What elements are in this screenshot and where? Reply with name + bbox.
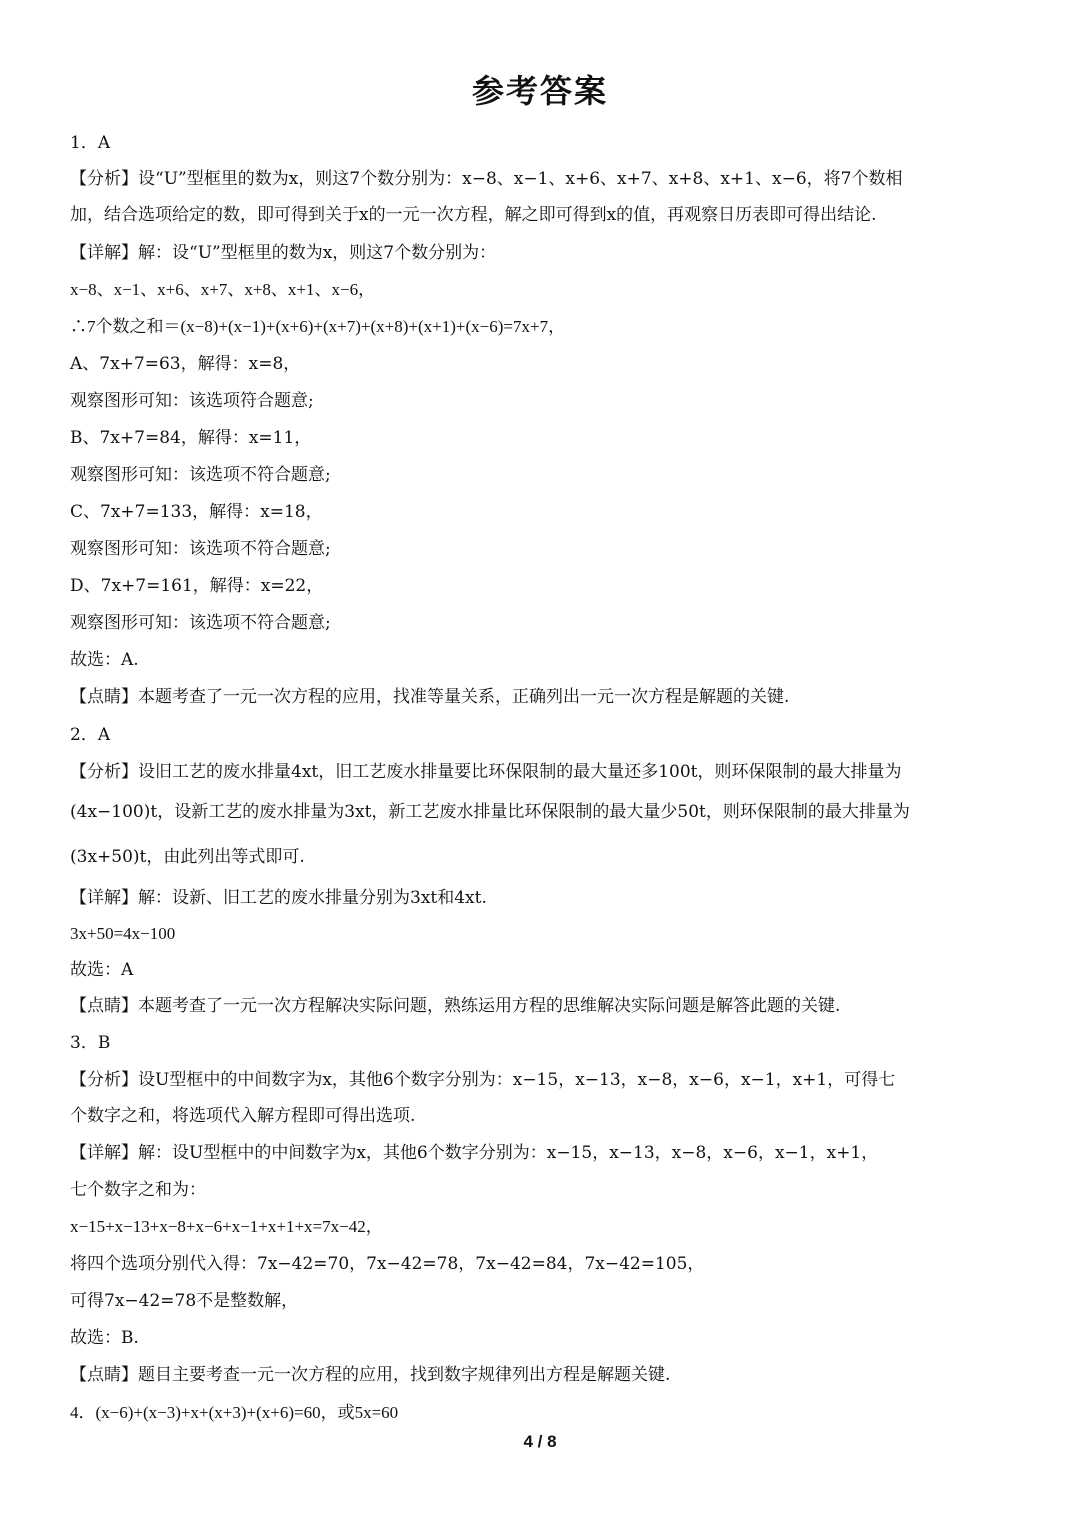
text-line: (4x−100)t，设新工艺的废水排量为3xt，新工艺废水排量比环保限制的最大量少50t，则环保限制的最大排量为 bbox=[70, 802, 910, 822]
text-line: 【详解】解：设U型框中的中间数字为x，其他6个数字分别为：x−15，x−13，x−8，x−6，x−1，x+1， bbox=[70, 1143, 879, 1163]
text-line: 3．B bbox=[70, 1033, 111, 1053]
text-line: 【分析】设U型框中的中间数字为x，其他6个数字分别为：x−15，x−13，x−8，x−6，x−1，x+1，可得七 bbox=[70, 1070, 896, 1090]
math-line: x−15+x−13+x−8+x−6+x−1+x+1+x=7x−42， bbox=[70, 1217, 383, 1236]
text-line: 【分析】设“U”型框里的数为x，则这7个数分别为：x−8、x−1、x+6、x+7、x+8、x+1、x−6，将7个数相 bbox=[70, 169, 903, 189]
text-line: 观察图形可知：该选项符合题意; bbox=[70, 391, 314, 411]
text-line: (3x+50)t，由此列出等式即可. bbox=[70, 847, 305, 867]
text-line: 将四个选项分别代入得：7x−42=70，7x−42=78，7x−42=84，7x−42=105， bbox=[70, 1254, 705, 1274]
text-line: 1．A bbox=[70, 133, 111, 153]
text-line: 七个数字之和为： bbox=[70, 1180, 206, 1200]
text-line: 故选：B. bbox=[70, 1328, 139, 1348]
text-line: 【分析】设旧工艺的废水排量4xt，旧工艺废水排量要比环保限制的最大量还多100t，则环保限制的最大排量为 bbox=[70, 762, 902, 782]
text-line: 【点睛】题目主要考查一元一次方程的应用，找到数字规律列出方程是解题关键. bbox=[70, 1365, 671, 1385]
text-line: 故选：A bbox=[70, 960, 134, 980]
text-line: 观察图形可知：该选项不符合题意; bbox=[70, 539, 331, 559]
text-line: 【点睛】本题考查了一元一次方程的应用，找准等量关系，正确列出一元一次方程是解题的关键. bbox=[70, 687, 790, 707]
text-line: C、7x+7=133，解得：x=18， bbox=[70, 502, 323, 522]
math-line: ∴7个数之和＝(x−8)+(x−1)+(x+6)+(x+7)+(x+8)+(x+1)+(x−6)=7x+7， bbox=[70, 317, 566, 336]
text-line: D、7x+7=161，解得：x=22， bbox=[70, 576, 324, 596]
text-line: A、7x+7=63，解得：x=8， bbox=[70, 354, 301, 374]
text-line: 【详解】解：设新、旧工艺的废水排量分别为3xt和4xt. bbox=[70, 888, 487, 908]
text-line: 加，结合选项给定的数，即可得到关于x的一元一次方程，解之即可得到x的值，再观察日历表即可得出结论. bbox=[70, 205, 877, 225]
page-number: 4 / 8 bbox=[523, 1432, 557, 1451]
text-line: 故选：A. bbox=[70, 650, 139, 670]
math-line: 4．(x−6)+(x−3)+x+(x+3)+(x+6)=60，或5x=60 bbox=[70, 1403, 399, 1422]
text-line: 2．A bbox=[70, 725, 111, 745]
text-line: 【详解】解：设“U”型框里的数为x，则这7个数分别为： bbox=[70, 243, 497, 263]
text-line: 观察图形可知：该选项不符合题意; bbox=[70, 613, 331, 633]
text-line: 个数字之和，将选项代入解方程即可得出选项. bbox=[70, 1106, 416, 1126]
text-line: 【点睛】本题考查了一元一次方程解决实际问题，熟练运用方程的思维解决实际问题是解答此题的关键. bbox=[70, 996, 841, 1016]
text-line: B、7x+7=84，解得：x=11， bbox=[70, 428, 312, 448]
page-title: 参考答案 bbox=[471, 72, 608, 110]
math-line: x−8、x−1、x+6、x+7、x+8、x+1、x−6， bbox=[70, 280, 376, 299]
math-line: 3x+50=4x−100 bbox=[70, 924, 176, 943]
text-line: 观察图形可知：该选项不符合题意; bbox=[70, 465, 331, 485]
text-line: 可得7x−42=78不是整数解， bbox=[70, 1291, 299, 1311]
